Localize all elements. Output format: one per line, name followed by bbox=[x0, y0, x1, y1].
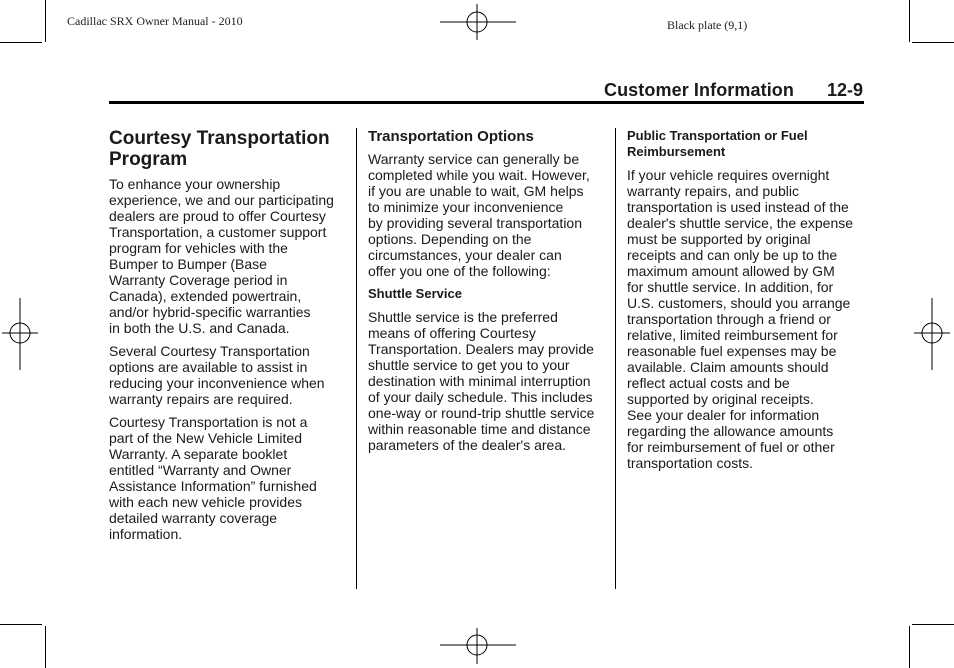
section-title: Courtesy Transportation Program bbox=[109, 128, 330, 170]
registration-mark-bottom-icon bbox=[440, 628, 516, 664]
header-rule bbox=[109, 101, 864, 104]
registration-mark-right-icon bbox=[914, 298, 950, 370]
crop-mark-bottom-left-v bbox=[45, 626, 46, 668]
crop-mark-top-right-v bbox=[909, 0, 910, 42]
paragraph: Shuttle service is the preferred means of offering Courtesy Transportation. Dealers may provide shuttle service to get you to your destination with minimal interruption of your daily schedule. This includes one-way or round-trip shuttle service within reasonable time and distance parameters of the dealer's area. bbox=[368, 309, 595, 453]
crop-mark-top-left-h bbox=[0, 42, 42, 43]
registration-mark-left-icon bbox=[2, 298, 38, 370]
print-header-right: Black plate (9,1) bbox=[667, 18, 748, 32]
crop-mark-top-right-h bbox=[912, 42, 954, 43]
shuttle-service-heading: Shuttle Service bbox=[368, 286, 462, 301]
paragraph: If your vehicle requires overnight warranty repairs, and public transportation is used instead of the dealer's shuttle service, the expense must be supported by original receipts and can only be up to the maximum amount allowed by GM for shuttle service. In addition, for U.S. customers, should you arrange transportation through a friend or relative, limited reimbursement for reasonable fuel expenses may be available. Claim amounts should reflect actual costs and be supported by original receipts. See your dealer for information regarding the allowance amounts for reimbursement of fuel or other transportation costs. bbox=[627, 167, 854, 471]
crop-mark-bottom-right-h bbox=[912, 624, 954, 625]
column-3 bbox=[627, 128, 867, 478]
column-2 bbox=[368, 128, 608, 460]
column-divider-2 bbox=[615, 128, 616, 589]
running-header-page-number: 12-9 bbox=[826, 80, 863, 100]
crop-mark-bottom-left-h bbox=[0, 624, 42, 625]
subsection-heading: Transportation Options bbox=[368, 128, 534, 145]
paragraph: Several Courtesy Transportation options are available to assist in reducing your inconvenience when warranty repairs are required. bbox=[109, 343, 325, 407]
public-transportation-heading: Public Transportation or Fuel Reimbursement bbox=[627, 128, 808, 159]
registration-mark-top-icon bbox=[440, 4, 516, 40]
column-1 bbox=[109, 128, 349, 549]
paragraph: Warranty service can generally be completed while you wait. However, if you are unable to wait, GM helps to minimize your inconvenience by providing several transportation options. Depending on the circumstances, your dealer can offer you one of the following: bbox=[368, 151, 590, 279]
print-header-left: Cadillac SRX Owner Manual - 2010 bbox=[67, 14, 243, 28]
paragraph: To enhance your ownership experience, we and our participating dealers are proud to offer Courtesy Transportation, a customer support program for vehicles with the Bumper to Bumper (Base Warranty Coverage period in Canada), extended powertrain, and/or hybrid-specific warranties in both the U.S. and Canada. bbox=[109, 176, 334, 336]
paragraph: Courtesy Transportation is not a part of the New Vehicle Limited Warranty. A separate booklet entitled “Warranty and Owner Assistance Information” furnished with each new vehicle provides detailed warranty coverage information. bbox=[109, 414, 317, 542]
crop-mark-top-left-v bbox=[45, 0, 46, 42]
column-divider-1 bbox=[356, 128, 357, 589]
running-header-section: Customer Information bbox=[603, 80, 794, 100]
crop-mark-bottom-right-v bbox=[909, 626, 910, 668]
